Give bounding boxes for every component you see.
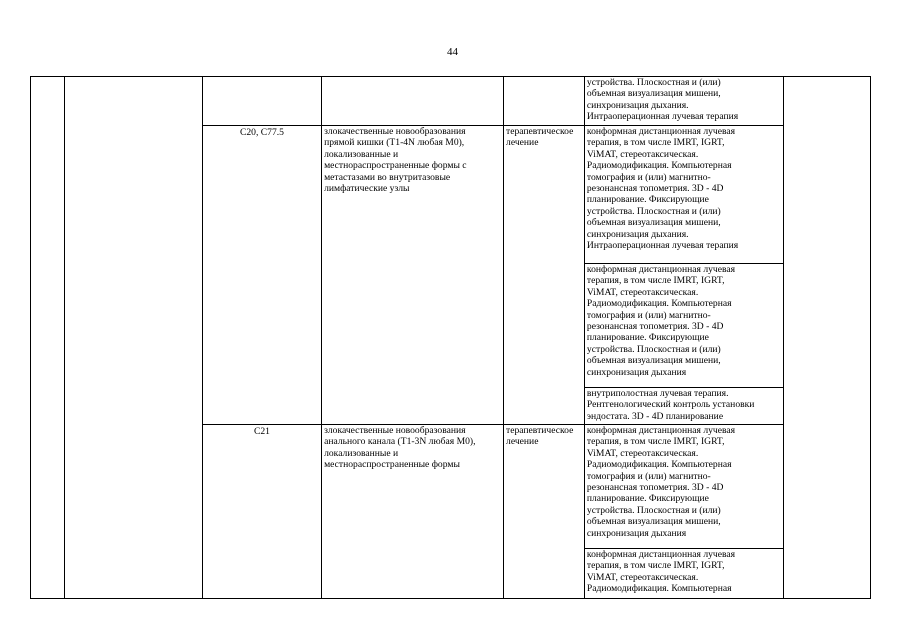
page-number: 44 <box>447 46 458 58</box>
table-row <box>31 77 871 126</box>
code-cell: C20, C77.5 <box>202 126 321 425</box>
method-cell: устройства. Плоскостная и (или) объемная визуализация мишени, синхронизация дыхания. Интраоперационная лучевая терапия <box>584 77 783 126</box>
code-cell: C21 <box>202 425 321 599</box>
cost-cell <box>784 77 871 599</box>
method-cell: внутриполостная лучевая терапия. Рентгенологический контроль установки эндостата. 3D - 4D планирование <box>584 388 783 425</box>
model-cell: злокачественные новообразования анального канала (T1-3N любая M0), локализованные и местнораспространенные формы <box>322 425 504 599</box>
code-cell <box>202 77 321 126</box>
model-cell <box>322 77 504 126</box>
profile-cell <box>65 77 202 599</box>
number-cell <box>31 77 65 599</box>
method-cell: конформная дистанционная лучевая терапия, в том числе IMRT, IGRT, ViMAT, стереотаксическая. Радиомодификация. Компьютерная <box>584 549 783 599</box>
treatment-type-cell: терапевтическое лечение <box>504 425 585 599</box>
method-cell: конформная дистанционная лучевая терапия, в том числе IMRT, IGRT, ViMAT, стереотаксическая. Радиомодификация. Компьютерная томография и (или) магнитно- резонансная топометрия. 3D - 4D планирование. Фиксирующие устройства. Плоскостная и (или) объемная визуализация мишени, синхронизация дыхания <box>584 264 783 388</box>
model-cell: злокачественные новообразования прямой кишки (T1-4N любая M0), локализованные и местнораспространенные формы с метастазами во внутритазовые лимфатические узлы <box>322 126 504 425</box>
medical-care-table <box>30 76 871 599</box>
treatment-type-cell <box>504 77 585 126</box>
method-cell: конформная дистанционная лучевая терапия, в том числе IMRT, IGRT, ViMAT, стереотаксическая. Радиомодификация. Компьютерная томография и (или) магнитно- резонансная топометрия. 3D - 4D планирование. Фиксирующие устройства. Плоскостная и (или) объемная визуализация мишени, синхронизация дыхания. Интраоперационная лучевая терапия <box>584 126 783 264</box>
method-cell: конформная дистанционная лучевая терапия, в том числе IMRT, IGRT, ViMAT, стереотаксическая. Радиомодификация. Компьютерная томография и (или) магнитно- резонансная топометрия. 3D - 4D планирование. Фиксирующие устройства. Плоскостная и (или) объемная визуализация мишени, синхронизация дыхания <box>584 425 783 549</box>
treatment-type-cell: терапевтическое лечение <box>504 126 585 425</box>
